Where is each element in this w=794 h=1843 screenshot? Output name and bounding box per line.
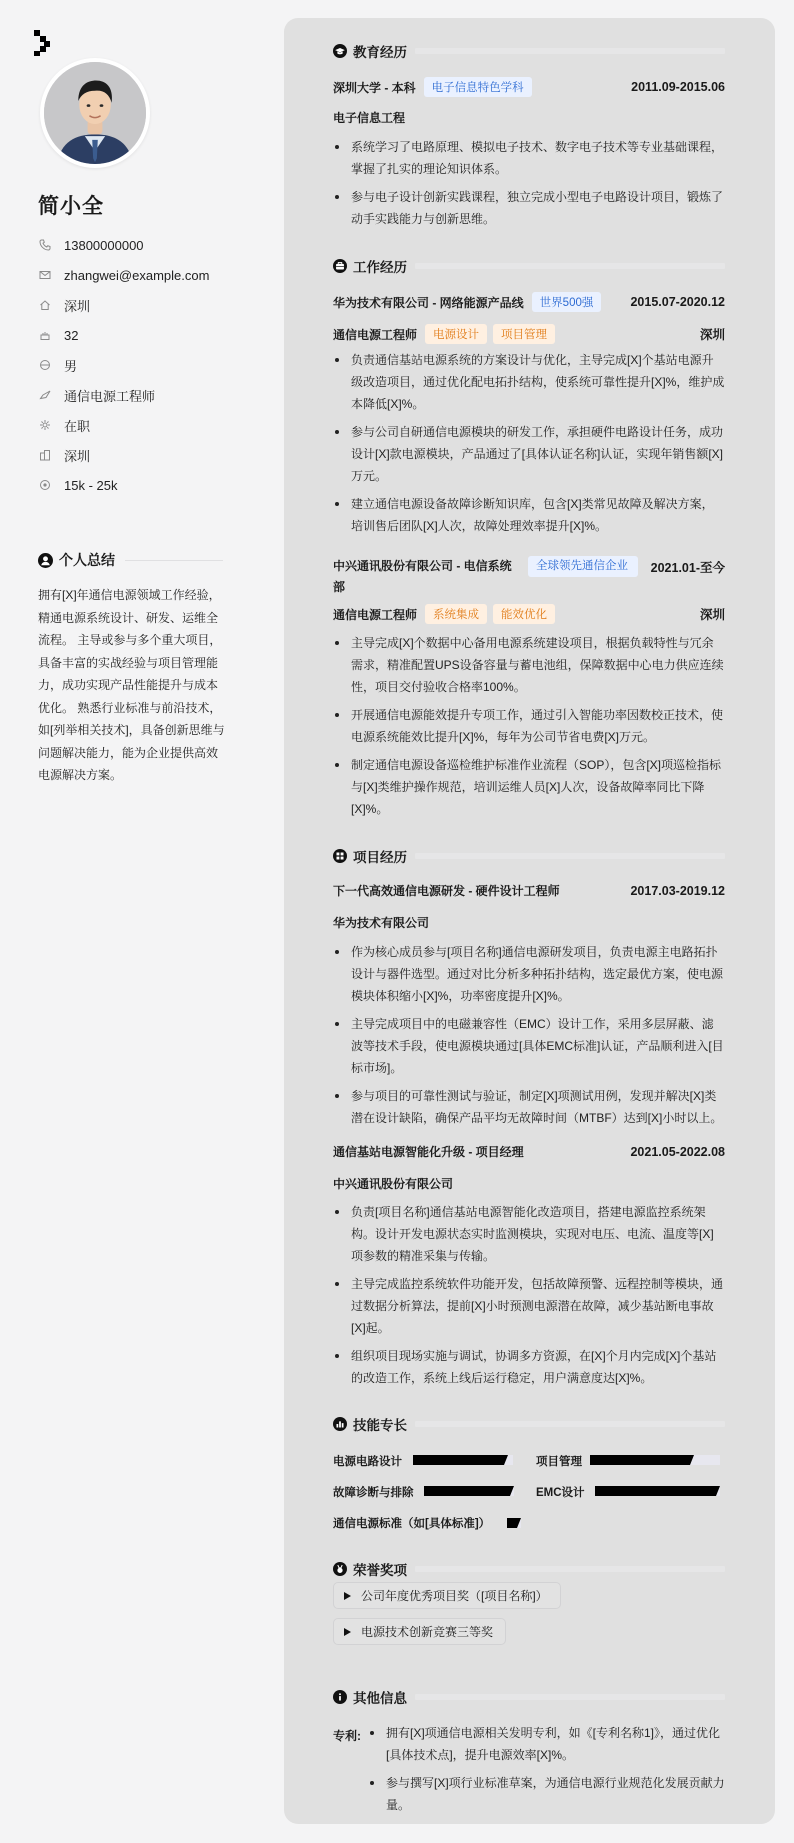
list-item: 主导完成[X]个数据中心备用电源系统建设项目，根据负载特性与冗余需求，精准配置UPS设备容量与蓄电池组，保障数据中心电力供应连续性，项目交付验收合格率100%。 — [333, 632, 725, 698]
education-major: 电子信息工程 — [333, 111, 406, 125]
list-item: 系统学习了电路原理、模拟电子技术、数字电子技术等专业基础课程，掌握了扎实的理论知识体系。 — [333, 136, 725, 180]
expand-triangle-icon — [344, 1592, 351, 1600]
other-title: 其他信息 — [353, 1691, 407, 1706]
graduation-cap-icon — [333, 44, 347, 58]
contact-status-value: 在职 — [64, 418, 91, 434]
award-item[interactable] — [333, 1582, 561, 1609]
job-1-bullets — [333, 349, 725, 537]
skill-fill — [595, 1486, 720, 1496]
job-1-role-row — [333, 324, 725, 344]
job-1-city: 深圳 — [699, 328, 725, 342]
candidate-name: 简小全 — [38, 195, 104, 218]
list-item: 拥有[X]项通信电源相关发明专利，如《[专利名称1]》，通过优化[具体技术点]，提升电源效率[X]%。 — [368, 1722, 725, 1766]
contact-city-value: 深圳 — [64, 448, 91, 464]
list-item: 负责[项目名称]通信基站电源智能化改造项目，搭建电源监控系统架构。设计开发电源状态实时监测模块，实现对电压、电流、温度等[X]项参数的精准采集与传输。 — [333, 1201, 725, 1267]
contact-gender — [38, 350, 209, 380]
work-header — [333, 256, 725, 276]
skill-bar — [413, 1455, 513, 1465]
skills-header — [333, 1414, 725, 1434]
job-1-company: 华为技术有限公司 - 网络能源产品线 — [333, 295, 524, 310]
skills-divider — [415, 1421, 725, 1427]
job-1-row — [333, 292, 725, 312]
work-title: 工作经历 — [353, 260, 407, 275]
project-1-company-row — [333, 914, 725, 931]
project-2-company-row — [333, 1175, 725, 1192]
contact-phone-value: 13800000000 — [64, 237, 144, 253]
phone-icon — [38, 238, 52, 252]
summary-divider — [125, 560, 223, 561]
chart-icon — [333, 1417, 347, 1431]
skill-bar — [595, 1486, 720, 1496]
contact-job — [38, 380, 209, 410]
salary-icon — [38, 478, 52, 492]
home-icon — [38, 298, 52, 312]
project-2-bullets — [333, 1201, 725, 1389]
gender-icon — [38, 358, 52, 372]
education-major-row — [333, 109, 725, 126]
user-icon — [38, 553, 53, 568]
job-1-period: 2015.07-2020.12 — [630, 295, 725, 309]
grid-icon — [333, 849, 347, 863]
skill-bar — [507, 1518, 521, 1528]
skills-title: 技能专长 — [353, 1418, 407, 1433]
other-bullets — [368, 1722, 725, 1816]
education-bullets — [333, 136, 725, 230]
job-2-period: 2021.01-至今 — [650, 561, 725, 575]
medal-icon — [333, 1562, 347, 1576]
job-2-skill-tag: 能效优化 — [493, 604, 555, 624]
work-divider — [415, 263, 725, 269]
list-item: 开展通信电源能效提升专项工作，通过引入智能功率因数校正技术，使电源系统能效比提升[X]%，每年为公司节省电费[X]万元。 — [333, 704, 725, 748]
city-icon — [38, 448, 52, 462]
list-item: 作为核心成员参与[项目名称]通信电源研发项目，负责电源主电路拓扑设计与器件选型。通过对比分析多种拓扑结构，选定最优方案，使电源模块体积缩小[X]%，功率密度提升[X]%。 — [333, 941, 725, 1007]
list-item: 参与项目的可靠性测试与验证，制定[X]项测试用例，发现并解决[X]类潜在设计缺陷，确保产品平均无故障时间（MTBF）达到[X]小时以上。 — [333, 1085, 725, 1129]
job-1-skill-tag: 项目管理 — [493, 324, 555, 344]
contact-job-value: 通信电源工程师 — [64, 388, 156, 404]
project-2-row — [333, 1143, 725, 1160]
job-icon — [38, 388, 52, 402]
contact-list — [38, 230, 209, 500]
project-1-bullets — [333, 941, 725, 1129]
job-2-skill-tag: 系统集成 — [425, 604, 487, 624]
age-icon — [38, 328, 52, 342]
job-2-role: 通信电源工程师 — [333, 607, 418, 622]
job-2-role-row — [333, 604, 725, 624]
skill-fill — [590, 1455, 694, 1465]
education-school: 深圳大学 - 本科 — [333, 80, 416, 95]
project-2-company: 中兴通讯股份有限公司 — [333, 1177, 454, 1191]
project-1-row — [333, 882, 725, 899]
contact-age — [38, 320, 209, 350]
skill-fill — [507, 1518, 521, 1528]
contact-email-value: zhangwei@example.com — [64, 267, 210, 283]
projects-header — [333, 846, 725, 866]
job-1-skill-tag: 电源设计 — [425, 324, 487, 344]
list-item: 负责通信基站电源系统的方案设计与优化，主导完成[X]个基站电源升级改造项目，通过优化配电拓扑结构，使系统可靠性提升[X]%，维护成本降低[X]%。 — [333, 349, 725, 415]
contact-gender-value: 男 — [64, 358, 78, 374]
info-icon — [333, 1690, 347, 1704]
skill-bar — [424, 1486, 514, 1496]
list-item: 建立通信电源设备故障诊断知识库，包含[X]类常见故障及解决方案，培训售后团队[X]人次，故障处理效率提升[X]%。 — [333, 493, 725, 537]
job-1-role: 通信电源工程师 — [333, 327, 418, 342]
contact-home — [38, 290, 209, 320]
skill-label: 电源电路设计 — [333, 1456, 402, 1468]
skill-fill — [424, 1486, 514, 1496]
contact-email — [38, 260, 209, 290]
list-item: 主导完成监控系统软件功能开发，包括故障预警、远程控制等模块，通过数据分析算法，提前[X]小时预测电源潜在故障，减少基站断电事故[X]起。 — [333, 1273, 725, 1339]
contact-salary — [38, 470, 209, 500]
education-period: 2011.09-2015.06 — [631, 80, 725, 94]
contact-city — [38, 440, 209, 470]
projects-divider — [415, 853, 725, 859]
education-title: 教育经历 — [353, 45, 407, 60]
summary-text: 拥有[X]年通信电源领域工作经验，精通电源系统设计、研发、运维全流程。 主导或参与多个重大项目，具备丰富的实战经验与项目管理能力，成功实现产品性能提升与成本优化。 熟悉行业标准与前沿技术，如[列举相关技术]，具备创新思维与问题解决能力，能为企业提供高效电源解决方案。 — [38, 588, 225, 782]
job-1-tag: 世界500强 — [532, 292, 602, 312]
job-2-row — [333, 556, 725, 598]
job-2-tag: 全球领先通信企业 — [528, 556, 638, 577]
other-divider — [415, 1694, 725, 1700]
list-item: 主导完成项目中的电磁兼容性（EMC）设计工作，采用多层屏蔽、滤波等技术手段，使电源模块通过[具体EMC标准]认证，产品顺利进入[目标市场]。 — [333, 1013, 725, 1079]
list-item: 制定通信电源设备巡检维护标准作业流程（SOP），包含[X]项巡检指标与[X]类维护操作规范，培训运维人员[X]人次，设备故障率同比下降[X]%。 — [333, 754, 725, 820]
logo-icon — [34, 30, 52, 56]
list-item: 参与公司自研通信电源模块的研发工作，承担硬件电路设计任务，成功设计[X]款电源模块，产品通过了[具体认证名称]认证，实现年销售额[X]万元。 — [333, 421, 725, 487]
skill-label: EMC设计 — [536, 1487, 585, 1499]
contact-salary-value: 15k - 25k — [64, 477, 118, 493]
project-1-company: 华为技术有限公司 — [333, 916, 430, 930]
skill-fill — [413, 1455, 508, 1465]
project-1-name: 下一代高效通信电源研发 - 硬件设计工程师 — [333, 884, 560, 898]
expand-triangle-icon — [344, 1628, 351, 1636]
summary-title: 个人总结 — [59, 552, 115, 568]
list-item: 组织项目现场实施与调试，协调多方资源，在[X]个月内完成[X]个基站的改造工作，系统上线后运行稳定，用户满意度达[X]%。 — [333, 1345, 725, 1389]
award-label: 公司年度优秀项目奖（[项目名称]） — [361, 1589, 548, 1603]
avatar — [40, 58, 150, 168]
summary-header — [38, 550, 223, 570]
project-2-name: 通信基站电源智能化升级 - 项目经理 — [333, 1145, 524, 1159]
skill-bar — [590, 1455, 720, 1465]
job-2-bullets — [333, 632, 725, 820]
contact-age-value: 32 — [64, 327, 79, 343]
status-icon — [38, 418, 52, 432]
job-2-city: 深圳 — [699, 608, 725, 622]
avatar-photo — [44, 62, 146, 164]
award-label: 电源技术创新竞赛三等奖 — [361, 1625, 494, 1639]
project-2-period: 2021.05-2022.08 — [630, 1144, 725, 1159]
briefcase-icon — [333, 259, 347, 273]
awards-title: 荣誉奖项 — [353, 1563, 407, 1578]
skill-label: 通信电源标准（如[具体标准]） — [333, 1518, 491, 1530]
skill-label: 项目管理 — [536, 1456, 582, 1468]
skill-label: 故障诊断与排除 — [333, 1487, 414, 1499]
email-icon — [38, 268, 52, 282]
project-1-period: 2017.03-2019.12 — [630, 883, 725, 898]
education-divider — [415, 48, 725, 54]
contact-status — [38, 410, 209, 440]
education-row — [333, 77, 725, 97]
job-2-company: 中兴通讯股份有限公司 - 电信系统部 — [333, 559, 512, 594]
projects-title: 项目经历 — [353, 850, 407, 865]
contact-phone — [38, 230, 209, 260]
list-item: 参与撰写[X]项行业标准草案，为通信电源行业规范化发展贡献力量。 — [368, 1772, 725, 1816]
other-header — [333, 1687, 725, 1707]
awards-divider — [415, 1566, 725, 1572]
education-tag: 电子信息特色学科 — [424, 77, 532, 97]
education-header — [333, 41, 725, 61]
award-item[interactable] — [333, 1618, 506, 1645]
list-item: 参与电子设计创新实践课程，独立完成小型电子电路设计项目，锻炼了动手实践能力与创新思维。 — [333, 186, 725, 230]
patent-label: 专利: — [333, 1729, 361, 1743]
awards-header — [333, 1559, 725, 1579]
contact-home-value: 深圳 — [64, 298, 91, 314]
